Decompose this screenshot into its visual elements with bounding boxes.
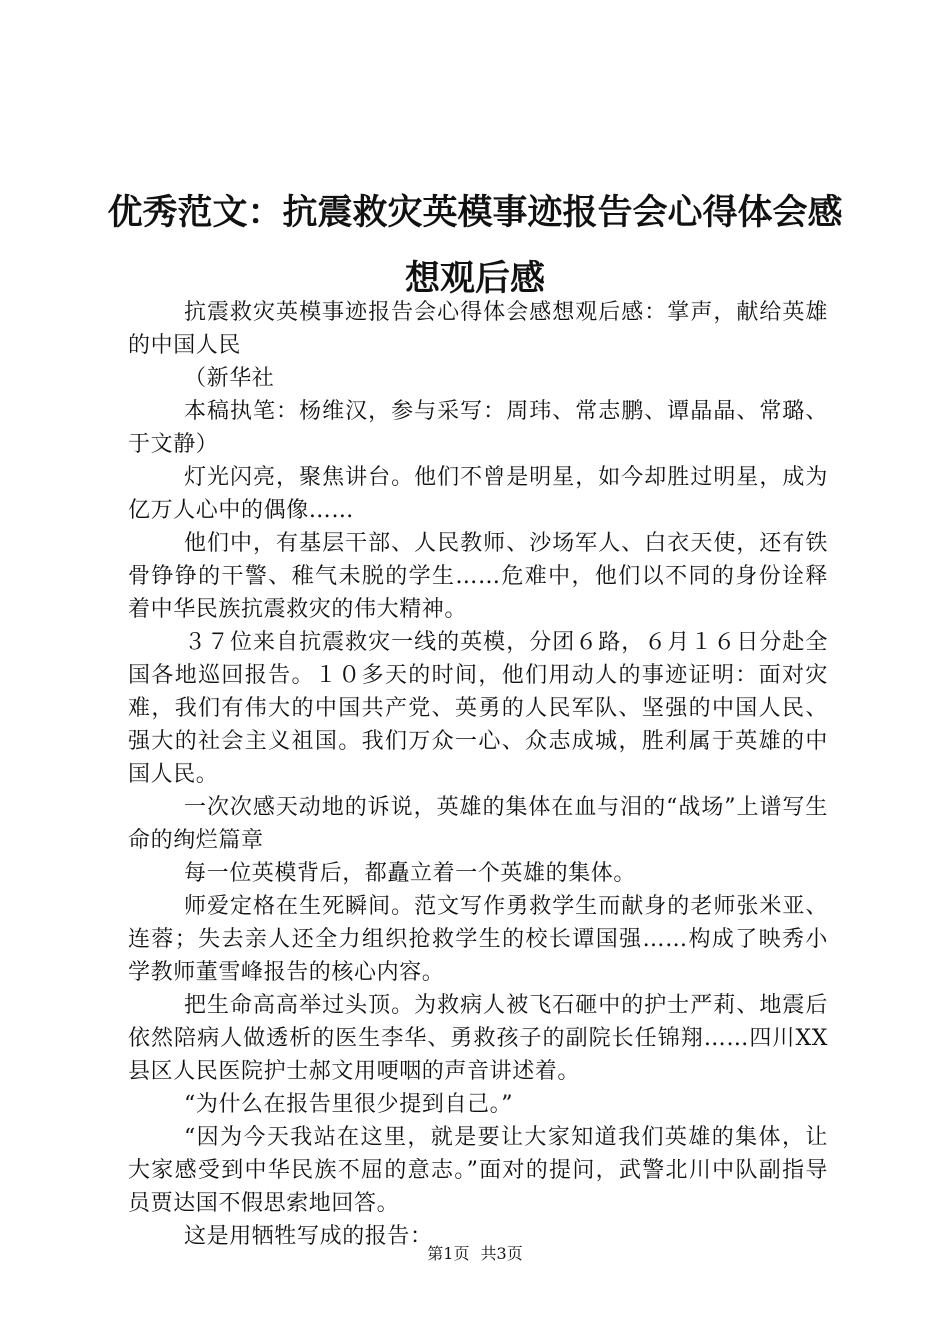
paragraph-9: 师爱定格在生死瞬间。范文写作勇救学生而献身的老师张米亚、连蓉；失去亲人还全力组织抢救学生的校长谭国强……构成了映秀小学教师董雪峰报告的核心内容。 bbox=[128, 894, 828, 985]
paragraph-5: 他们中，有基层干部、人民教师、沙场军人、白衣天使，还有铁骨铮铮的干警、稚气未脱的学生……危难中，他们以不同的身份诠释着中华民族抗震救灾的伟大精神。 bbox=[128, 531, 828, 622]
document-title: 优秀范文：抗震救灾英模事迹报告会心得体会感想观后感 bbox=[107, 192, 843, 299]
page-number-total: 共3页 bbox=[480, 1244, 523, 1263]
paragraph-6: ３７位来自抗震救灾一线的英模，分团６路，６月１６日分赴全国各地巡回报告。１０多天的时间，他们用动人的事迹证明：面对灾难，我们有伟大的中国共产党、英勇的人民军队、坚强的中国人民、强大的社会主义祖国。我们万众一心、众志成城，胜利属于英雄的中国人民。 bbox=[128, 630, 828, 787]
page-number-current: 第1页 bbox=[427, 1244, 470, 1263]
page-footer bbox=[0, 1243, 950, 1265]
paragraph-13: 这是用牺牲写成的报告： bbox=[184, 1224, 433, 1249]
paragraph-3: 本稿执笔：杨维汉，参与采写：周玮、常志鹏、谭晶晶、常璐、于文静） bbox=[128, 399, 828, 457]
paragraph-11: “为什么在报告里很少提到自己。” bbox=[184, 1092, 514, 1117]
paragraph-8: 每一位英模背后，都矗立着一个英雄的集体。 bbox=[184, 861, 637, 886]
paragraph-7: 一次次感天动地的诉说，英雄的集体在血与泪的“战场”上谱写生命的绚烂篇章 bbox=[128, 795, 828, 853]
paragraph-4: 灯光闪亮，聚焦讲台。他们不曾是明星，如今却胜过明星，成为亿万人心中的偶像…… bbox=[128, 465, 828, 523]
document-body bbox=[128, 296, 828, 1253]
paragraph-2: （新华社 bbox=[184, 366, 275, 391]
paragraph-1: 抗震救灾英模事迹报告会心得体会感想观后感：掌声，献给英雄的中国人民 bbox=[128, 300, 828, 358]
paragraph-10: 把生命高高举过头顶。为救病人被飞石砸中的护士严莉、地震后依然陪病人做透析的医生李华、勇救孩子的副院长任锦翔……四川XX县区人民医院护士郝文用哽咽的声音讲述着。 bbox=[128, 993, 828, 1084]
paragraph-12: “因为今天我站在这里，就是要让大家知道我们英雄的集体，让大家感受到中华民族不屈的意志。”面对的提问，武警北川中队副指导员贾达国不假思索地回答。 bbox=[128, 1125, 828, 1216]
